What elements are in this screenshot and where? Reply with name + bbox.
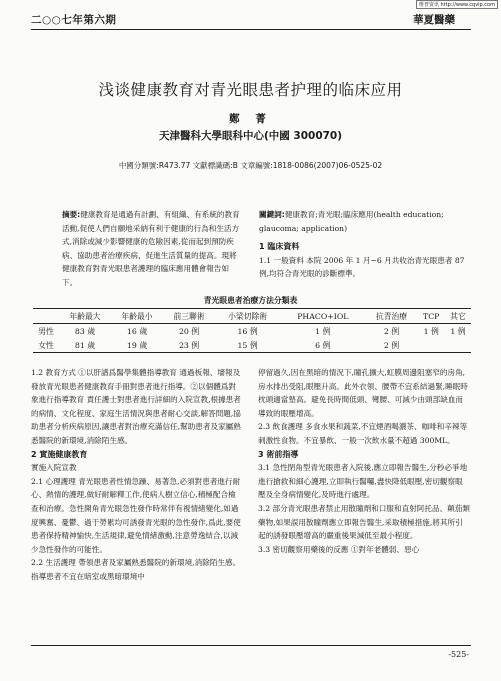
paragraph: 2.2 生活護理 帶領患者及家屬熟悉醫院的新環境,消除陌生感。指導患者不宜在暗室或黑暗環境中 (31, 558, 241, 581)
table-header-cell: PHACO+IOL (297, 311, 349, 321)
journal-name: 華夏醫藥 (413, 14, 455, 26)
table-row (33, 338, 471, 353)
table-header-cell: 小梁切除術 (228, 311, 268, 321)
keywords-block (259, 208, 469, 281)
table-cell: 81 歲 (74, 340, 96, 350)
keywords-label: 關鍵詞: (259, 210, 285, 219)
author-name: 鄭 菁 (229, 113, 272, 125)
table-cell: 男性 (38, 326, 54, 336)
table-cell: 女性 (38, 340, 54, 350)
table-row (33, 324, 471, 339)
paragraph: 1.2 教育方式 ①以肝譜爲醫學集體指導教育 通過板報、墻報及發放青光眼患者健康教育手冊對患者進行指導。②以個體爲對象進行指導教育 責任護士對患者進行詳細的入院宣教,根據患者的病情、文化程度、家庭生活情況與患者耐心交談,解答問題,協助患者分析疾病原因,讓患者對治療充滿信任,幫助患者及家屬熟悉醫院的新環境,消除陌生感。 (31, 368, 241, 445)
table-header-cell: 年齡最大 (69, 311, 101, 321)
paragraph: 3.2 部分青光眼患者禁止用散瞳劑和口服和直射阿托品、顛茄類藥物,如果誤用散瞳劑應立即報告醫生,采取積極措施,將其所引起的誘發眼壓增高的嚴重後果減低至最小程度。 (258, 503, 470, 541)
table-cell (418, 338, 445, 353)
table-cell: 1 例 (315, 326, 331, 336)
issue-label: 二○○七年第六期 (31, 14, 117, 26)
section-heading: 3 術前指導 (258, 449, 299, 459)
table-cell: 1 例 (450, 326, 466, 336)
section-heading: 2 實施健康教育 (31, 449, 88, 459)
table-header-cell: 前三聯術 (173, 311, 205, 321)
table-cell: 16 歲 (126, 326, 148, 336)
source-stamp: 维普资讯 http://www.cqvip.com (416, 0, 498, 9)
abstract-label: 摘要: (62, 210, 81, 219)
table-cell: 20 例 (178, 326, 200, 336)
table-header-cell (33, 309, 59, 324)
paragraph: 3.1 急性閉角型青光眼患者入院後,應立即報告醫生,分秒必爭地進行搶救和細心護理,立即執行醫囑,盡快降低眼壓,密切觀察眼壓及全身病情變化,及時進行處理。 (258, 463, 468, 500)
table-header-row (33, 309, 471, 324)
right-column (258, 366, 470, 556)
left-column (31, 366, 243, 584)
table-cell: 16 例 (237, 326, 258, 336)
table-cell (445, 338, 471, 353)
section1-text: 1.1 一般資料 本院 2006 年 1 月~6 月共收治青光眼患者 87 例,均符合青光眼的診斷標準。 (259, 255, 465, 279)
section1-heading: 1 臨床資料 (259, 242, 300, 252)
paragraph: 實施入院宣教 (31, 463, 77, 473)
paragraph: 2.1 心理護理 青光眼患者性情急躁、易著急,必須對患者進行耐心、熱情的護理,做好耐解釋工作,使病人樹立信心,積極配合檢查和治療。急性開角青光眼急性發作時常伴有視情緒變化,如過度興奮、憂鬱、過于勞累均可誘發青光眼的急性發作,爲此,要使患者保持精神愉快,生活規律,避免情緒激動,注意勞逸結合,以減少急性發作的可能性。 (31, 476, 241, 554)
table-header-cell: 其它 (450, 311, 466, 321)
paragraph: 2.3 飲食護理 多食水果和蔬菜,不宜煙酒喝濃茶、咖啡和辛辣等刺激性食物。不宜暴飲、一般一次飲水量不超過 300ML。 (258, 422, 468, 445)
treatment-table (33, 308, 471, 353)
table-cell: 15 例 (237, 340, 258, 350)
table-title: 青光眼患者治療方法分類表 (203, 296, 298, 305)
paragraph: 3.3 密切觀察用藥後的反應 ①對年老體弱、惡心 (258, 544, 420, 554)
header-rule (31, 29, 471, 30)
footer-rule (31, 645, 471, 646)
author-affiliation: 天津醫科大學眼科中心(中國 300070) (158, 130, 343, 142)
table-cell: 83 歲 (74, 326, 96, 336)
page-number: -525- (448, 650, 469, 659)
classification-line: 中國分類號:R473.77 文獻標識碼:B 文章編號:1818-0086(2007)06-0525-02 (118, 161, 383, 170)
article-title: 浅谈健康教育对青光眼患者护理的临床应用 (98, 81, 403, 99)
table-cell: 2 例 (383, 340, 400, 350)
table-cell: 1 例 (423, 326, 439, 336)
table-header-cell: 年齡最小 (121, 311, 153, 321)
table-cell: 19 歲 (126, 340, 148, 350)
table-cell: 6 例 (315, 340, 331, 350)
table-header-cell: TCP (423, 311, 440, 321)
table-cell: 23 例 (178, 340, 200, 350)
abstract-text: 健康教育是通過有計劃、有組織、有系統的教育活動,促使人們自願地采納有利于健康的行為和生活方式,消除或減少影響健康的危險因素,從而起到預防疾病、協助患者治療疾病、促進生活質量的提高。現將健康教育對青光眼患者護理的臨床應用體會報告如下。 (62, 210, 240, 287)
table-header-cell: 抗青治療 (375, 311, 408, 321)
paragraph: 停留過久,因在黑暗的情況下,瞳孔擴大,虹膜周邊阻塞窄的房角,房水排出受阻,眼壓升高。此外衣領、腰帶不宜系結過緊,睡眠時枕頭適當墊高。避免長時間低頭、彎腰、可減少由頭部缺血而導致的眼壓增高。 (258, 368, 468, 418)
table-cell: 2 例 (383, 326, 400, 336)
keywords-text: 健康教育;青光眼;臨床應用(health education; glaucoma; application) (259, 210, 444, 233)
abstract (62, 208, 240, 290)
